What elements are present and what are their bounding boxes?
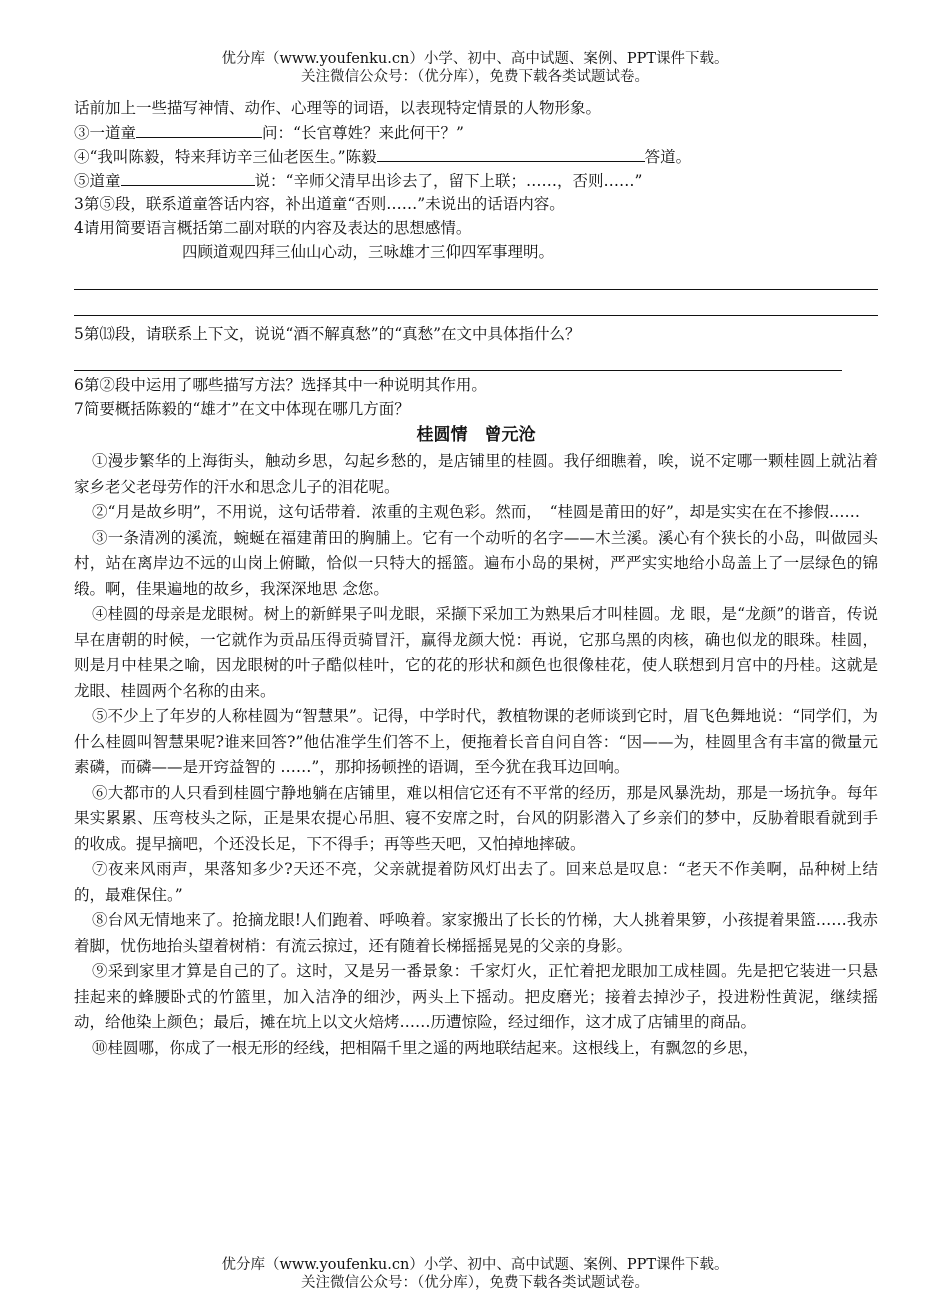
header-line-2: 关注微信公众号：（优分库），免费下载各类试题试卷。	[301, 69, 649, 85]
q3-prefix: ③一道童	[74, 124, 137, 142]
item-5: 5第⒀段，请联系上下文，说说“酒不解真愁”的“真愁”在文中具体指什么？	[74, 325, 581, 343]
footer-line-2: 关注微信公众号：（优分库），免费下载各类试题试卷。	[301, 1275, 649, 1291]
couplet: 四顾道观四拜三仙山心动，三咏雄才三仰四军事理明。	[182, 243, 555, 261]
question-intro: 话前加上一些描写神情、动作、心理等的词语，以表现特定情景的人物形象。	[74, 99, 602, 117]
item-6: 6第②段中运用了哪些描写方法？选择其中一种说明其作用。	[74, 376, 487, 394]
article-paragraph: ⑤不少上了年岁的人称桂圆为“智慧果”。记得，中学时代，教植物课的老师谈到它时，眉飞色舞地说：“同学们，为什么桂圆叫智慧果呢?谁来回答?”他估准学生们答不上，便拖着长音自问自答：“因——为，桂圆里含有丰富的微量元素磷，而磷——是开窍益智的 ……”，那抑扬顿挫的语调，至今犹在我耳边回响。	[74, 707, 878, 776]
item-3: 3第⑤段，联系道童答话内容，补出道童“否则……”未说出的话语内容。	[74, 195, 565, 213]
article-paragraph: ④桂圆的母亲是龙眼树。树上的新鲜果子叫龙眼，采撷下采加工为熟果后才叫桂圆。龙 眼，是“龙颜”的谐音，传说早在唐朝的时候，一它就作为贡品压得贡骑冒汗，赢得龙颜大悦：再说，它那乌黑的肉核，确也似龙的眼珠。桂圆，则是月中桂果之喻，因龙眼树的叶子酷似桂叶，它的花的形状和颜色也很像桂花，使人联想到月宫中的丹桂。这就是龙眼、桂圆两个名称的由来。	[74, 605, 878, 700]
page-content	[74, 96, 878, 1061]
q3-suffix: 问：“长官尊姓？来此何干？”	[262, 124, 464, 142]
q4-prefix: ④“我叫陈毅，特来拜访辛三仙老医生。”陈毅	[74, 148, 377, 166]
question-3-line	[74, 120, 878, 144]
q5-suffix: 说：“辛师父清早出诊去了，留下上联；……，否则……”	[254, 172, 643, 190]
item-7: 7简要概括陈毅的“雄才”在文中体现在哪几方面？	[74, 400, 410, 418]
article-body	[74, 449, 878, 1061]
answer-line[interactable]	[74, 346, 842, 371]
q5-prefix: ⑤道童	[74, 172, 121, 190]
question-4-line	[74, 144, 878, 168]
answer-line[interactable]	[74, 264, 878, 290]
question-5-line	[74, 168, 878, 192]
article-paragraph: ②“月是故乡明”，不用说，这句话带着．浓重的主观色彩。然而， “桂圆是莆田的好”，却是实实在在不掺假……	[92, 503, 860, 521]
article-title: 桂圆情 曾元沧	[416, 425, 536, 445]
page-header	[0, 50, 950, 86]
article-paragraph: ⑥大都市的人只看到桂圆宁静地躺在店铺里，难以相信它还有不平常的经历，那是风暴洗劫，那是一场抗争。每年果实累累、压弯枝头之际，正是果农提心吊胆、寝不安席之时，台风的阴影潜入了乡亲们的梦中，反胁着眼看就到手的收成。提早摘吧，个还没长足，下不得手；再等些天吧，又怕掉地摔破。	[74, 783, 878, 853]
article-paragraph: ①漫步繁华的上海街头，触动乡思，勾起乡愁的，是店铺里的桂圆。我仔细瞧着，唉，说不定哪一颗桂圆上就沾着家乡老父老母劳作的汗水和思念儿子的泪花呢。	[74, 452, 878, 496]
article-paragraph: ③一条清冽的溪流，蜿蜒在福建莆田的胸脯上。它有一个动听的名字——木兰溪。溪心有个狭长的小岛，叫做园头村，站在离岸边不远的山岗上俯瞰，恰似一只特大的摇篮。遍布小岛的果树，严严实实地给小岛盖上了一层绿色的锦缎。啊，佳果遍地的故乡，我深深地思 念您。	[74, 528, 878, 598]
footer-line-1: 优分库（www.youfenku.cn）小学、初中、高中试题、案例、PPT课件下载。	[221, 1257, 729, 1273]
answer-blank[interactable]	[136, 120, 262, 138]
article-paragraph: ⑦夜来风雨声，果落知多少?天还不亮，父亲就提着防风灯出去了。回来总是叹息：“老天不作美啊，品种树上结的，最难保住。”	[74, 860, 878, 904]
answer-blank[interactable]	[377, 144, 645, 162]
header-line-1: 优分库（www.youfenku.cn）小学、初中、高中试题、案例、PPT课件下载。	[221, 51, 729, 67]
q4-suffix: 答道。	[644, 148, 692, 166]
answer-blank[interactable]	[121, 168, 255, 186]
answer-line[interactable]	[74, 290, 878, 316]
article-paragraph: ⑧台风无情地来了。抢摘龙眼!人们跑着、呼唤着。家家搬出了长长的竹梯，大人挑着果箩，小孩提着果篮……我赤着脚，忧伤地抬头望着树梢：有流云掠过，还有随着长梯摇摇晃晃的父亲的身影。	[74, 911, 878, 955]
page-footer	[0, 1256, 950, 1292]
item-4: 4请用简要语言概括第二副对联的内容及表达的思想感情。	[74, 219, 472, 237]
article-paragraph: ⑨采到家里才算是自己的了。这时，又是另一番景象：千家灯火，正忙着把龙眼加工成桂圆。先是把它装进一只悬挂起来的蜂腰卧式的竹篮里，加入洁净的细沙，两头上下摇动。把皮磨光；接着去掉沙子，投进粉性黄泥，继续摇动，给他染上颜色；最后，摊在坑上以文火焙烤……历遭惊险，经过细作，这才成了店铺里的商品。	[74, 962, 878, 1031]
article-paragraph: ⑩桂圆哪，你成了一根无形的经线，把相隔千里之遥的两地联结起来。这根线上，有飘忽的乡思，	[92, 1038, 759, 1057]
